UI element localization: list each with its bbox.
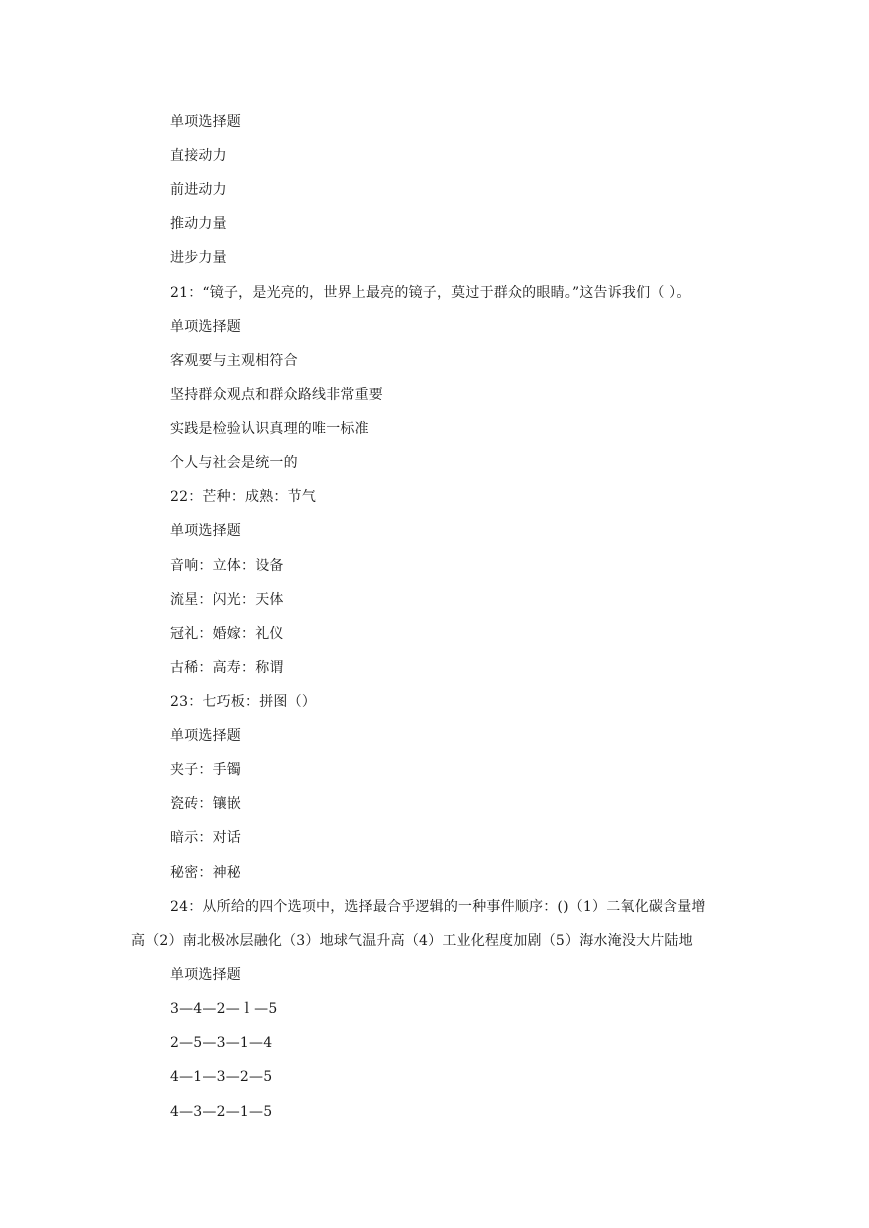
question-type-label: 单项选择题 [170, 967, 241, 983]
question-type-label: 单项选择题 [170, 319, 241, 335]
option-b: 流星：闪光：天体 [170, 592, 284, 608]
question-23: 23：七巧板：拼图（） [170, 694, 317, 710]
option-c: 暗示：对话 [170, 830, 241, 846]
question-21: 21：“镜子，是光亮的，世界上最亮的镜子，莫过于群众的眼睛。”这告诉我们（ ）。 [170, 285, 691, 301]
option-c: 实践是检验认识真理的唯一标准 [170, 421, 369, 437]
option-d: 古稀：高寿：称谓 [170, 660, 284, 676]
option-c: 推动力量 [170, 216, 227, 232]
question-type-label: 单项选择题 [170, 114, 241, 130]
option-a: 夹子：手镯 [170, 762, 241, 778]
option-c: 冠礼：婚嫁：礼仪 [170, 626, 284, 642]
option-b: 瓷砖：镶嵌 [170, 796, 241, 812]
option-c: 4—1—3—2—5 [170, 1069, 273, 1085]
question-22: 22：芒种：成熟：节气 [170, 489, 317, 505]
option-d: 个人与社会是统一的 [170, 455, 298, 471]
question-type-label: 单项选择题 [170, 523, 241, 539]
question-24-continued: 高（2）南北极冰层融化（3）地球气温升高（4）工业化程度加剧（5）海水淹没大片陆地 [131, 933, 693, 949]
option-d: 4—3—2—1—5 [170, 1104, 273, 1120]
option-a: 客观要与主观相符合 [170, 353, 298, 369]
option-b: 坚持群众观点和群众路线非常重要 [170, 387, 383, 403]
option-b: 前进动力 [170, 182, 227, 198]
option-a: 3—4—2—ｌ—5 [170, 1001, 278, 1017]
option-d: 进步力量 [170, 250, 227, 266]
question-24: 24：从所给的四个选项中，选择最合乎逻辑的一种事件顺序：()（1）二氧化碳含量增 [170, 899, 706, 915]
option-a: 直接动力 [170, 148, 227, 164]
option-b: 2—5—3—1—4 [170, 1035, 273, 1051]
question-type-label: 单项选择题 [170, 728, 241, 744]
option-d: 秘密：神秘 [170, 865, 241, 881]
option-a: 音响：立体：设备 [170, 558, 284, 574]
